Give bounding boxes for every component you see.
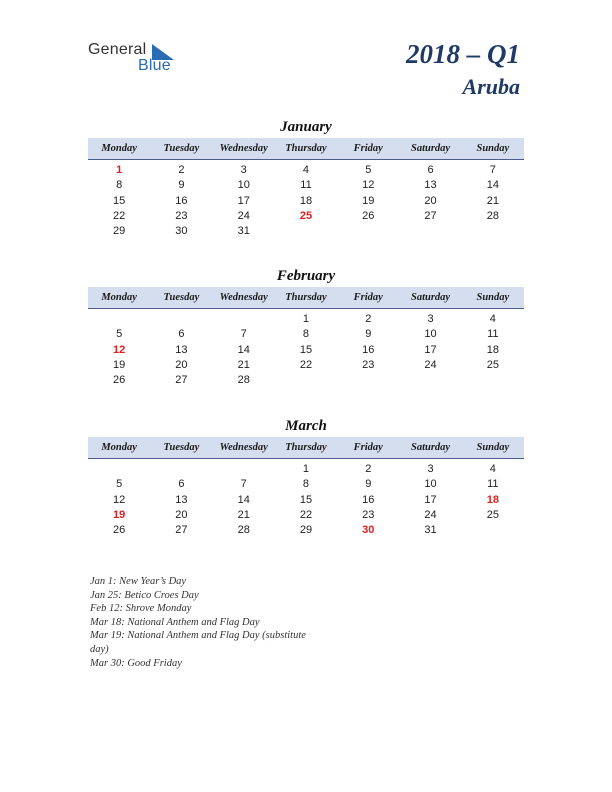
weekday-header: Sunday [476,143,510,154]
month-february [88,267,524,388]
date-cell [150,312,212,327]
date-cell: 21 [237,358,250,371]
date-cell: 24 [237,209,250,222]
date-cell: 6 [427,164,434,176]
date-cell: 20 [175,358,188,371]
date-cell: 28 [237,374,250,387]
date-cell: 8 [302,328,310,341]
holiday-date: 19 [113,508,126,521]
logo-word-blue: Blue [138,57,171,74]
date-cell: 18 [299,194,313,207]
holiday-entry: Mar 30: Good Friday [90,657,182,669]
date-cell: 9 [365,478,372,491]
date-cell: 23 [362,358,375,371]
holiday-date: 18 [486,493,499,506]
date-cell: 3 [427,463,434,475]
date-cell: 14 [237,493,250,506]
date-cell: 22 [299,358,313,371]
week-row [88,523,524,538]
date-cell: 3 [240,164,247,176]
date-cell: 20 [175,508,188,521]
holiday-list [90,575,330,670]
date-cell: 29 [113,225,126,238]
country-title: Aruba [462,74,520,99]
date-cell: 6 [178,328,185,341]
weekday-header: Friday [353,143,383,154]
weekday-header: Friday [353,292,383,303]
date-cell: 10 [237,179,250,192]
date-cell: 12 [362,179,375,192]
date-cell: 7 [489,164,496,176]
date-cell: 4 [302,164,310,176]
date-cell [275,373,337,388]
date-cell: 14 [486,179,499,192]
date-cell: 23 [362,508,375,521]
date-cell: 26 [362,209,375,222]
holiday-date: 1 [116,164,123,176]
week-row [88,178,524,193]
weekday-header: Friday [353,442,383,453]
date-cell: 17 [424,493,437,506]
date-cell: 15 [299,493,313,506]
holiday-entry: Jan 25: Betico Croes Day [90,589,199,601]
date-cell: 25 [486,358,499,371]
weekday-header: Monday [101,143,137,154]
date-cell: 31 [424,524,437,537]
date-cell: 4 [489,463,496,475]
weekday-header: Thursday [285,442,327,453]
holiday-date: 25 [299,209,313,222]
date-cell: 13 [175,343,188,356]
date-cell: 5 [116,478,123,491]
date-cell: 2 [365,313,372,325]
date-cell [88,462,150,477]
date-cell: 5 [365,164,372,176]
holiday-entry: Mar 19: National Anthem and Flag Day (substitute [90,630,306,642]
date-cell: 11 [487,328,499,341]
weekday-header: Sunday [476,292,510,303]
date-cell: 15 [113,194,126,207]
date-cell: 24 [424,508,437,521]
weekday-header-row [88,287,524,309]
week-row [88,358,524,373]
date-cell [275,224,337,239]
week-row [88,462,524,477]
date-cell [462,373,524,388]
date-cell: 2 [178,164,185,176]
date-cell: 24 [424,358,437,371]
weekday-header: Wednesday [219,442,268,453]
date-cell: 27 [175,524,188,537]
date-cell: 7 [240,328,247,341]
date-cell: 19 [113,358,126,371]
date-cell: 7 [240,478,247,491]
week-row [88,312,524,327]
date-cell: 25 [486,508,499,521]
date-cell: 21 [486,194,499,207]
date-cell [462,224,524,239]
date-cell [337,224,399,239]
date-cell: 28 [237,524,250,537]
date-cell [150,462,212,477]
month-name: February [276,268,336,284]
date-cell: 2 [365,463,372,475]
holiday-entry: Feb 12: Shrove Monday [90,603,192,615]
date-cell: 1 [302,463,310,475]
date-cell: 15 [299,343,313,356]
date-cell: 19 [362,194,375,207]
date-cell: 9 [178,179,185,192]
date-cell: 11 [300,179,312,192]
weekday-header: Wednesday [219,143,268,154]
weekday-header-row [88,437,524,459]
date-cell: 17 [424,343,437,356]
date-cell: 10 [424,328,437,341]
date-cell: 27 [424,209,437,222]
date-cell: 9 [365,328,372,341]
week-row [88,343,524,358]
date-cell: 28 [486,209,499,222]
weekday-header: Tuesday [163,442,200,453]
date-cell: 4 [489,313,496,325]
date-cell: 13 [175,493,188,506]
date-cell: 16 [175,194,188,207]
week-row [88,373,524,388]
weekday-header: Sunday [476,442,510,453]
month-grid [88,163,524,239]
week-row [88,209,524,224]
weekday-header: Thursday [285,143,327,154]
week-row [88,493,524,508]
date-cell: 30 [175,225,188,238]
date-cell: 12 [113,493,126,506]
weekday-header: Tuesday [163,143,200,154]
date-cell: 31 [237,225,250,238]
holiday-entry: Mar 18: National Anthem and Flag Day [90,616,260,628]
date-cell: 29 [299,524,313,537]
date-cell: 23 [175,209,188,222]
date-cell: 10 [424,478,437,491]
page-title [406,38,520,100]
date-cell: 8 [116,179,123,192]
week-row [88,508,524,523]
date-cell: 26 [113,524,126,537]
date-cell: 16 [362,493,375,506]
month-name: January [280,119,332,135]
date-cell: 3 [427,313,434,325]
holiday-entry: day) [90,643,109,655]
week-row [88,477,524,492]
date-cell: 6 [178,478,185,491]
date-cell: 26 [113,374,126,387]
date-cell [462,523,524,538]
logo-word-general: General [88,41,147,58]
week-row [88,224,524,239]
date-cell: 13 [424,179,437,192]
holiday-date: 30 [362,524,375,537]
weekday-header: Saturday [411,292,451,303]
holiday-date: 12 [113,343,126,356]
date-cell: 1 [302,313,310,325]
date-cell: 18 [486,343,499,356]
weekday-header-row [88,138,524,160]
month-grid [88,312,524,388]
date-cell: 8 [302,478,310,491]
weekday-header: Tuesday [163,292,200,303]
week-row [88,194,524,209]
holiday-entry: Jan 1: New Year’s Day [90,576,187,587]
date-cell: 20 [424,194,437,207]
date-cell: 21 [237,508,250,521]
month-january [88,118,524,239]
quarter-title: 2018 – Q1 [406,39,520,69]
weekday-header: Monday [101,442,137,453]
weekday-header: Monday [101,292,137,303]
date-cell [399,373,461,388]
month-grid [88,462,524,538]
date-cell: 22 [113,209,126,222]
weekday-header: Thursday [285,292,327,303]
date-cell: 17 [237,194,250,207]
month-march [88,417,524,538]
date-cell [213,462,275,477]
weekday-header: Saturday [411,143,451,154]
week-row [88,327,524,342]
date-cell: 16 [362,343,375,356]
generalblue-logo [88,40,188,76]
date-cell [399,224,461,239]
date-cell: 14 [237,343,250,356]
date-cell: 27 [175,374,188,387]
weekday-header: Saturday [411,442,451,453]
date-cell: 11 [487,478,499,491]
date-cell [213,312,275,327]
date-cell: 22 [299,508,313,521]
week-row [88,163,524,178]
date-cell [88,312,150,327]
date-cell [337,373,399,388]
weekday-header: Wednesday [219,292,268,303]
month-name: March [285,418,327,434]
date-cell: 5 [116,328,123,341]
